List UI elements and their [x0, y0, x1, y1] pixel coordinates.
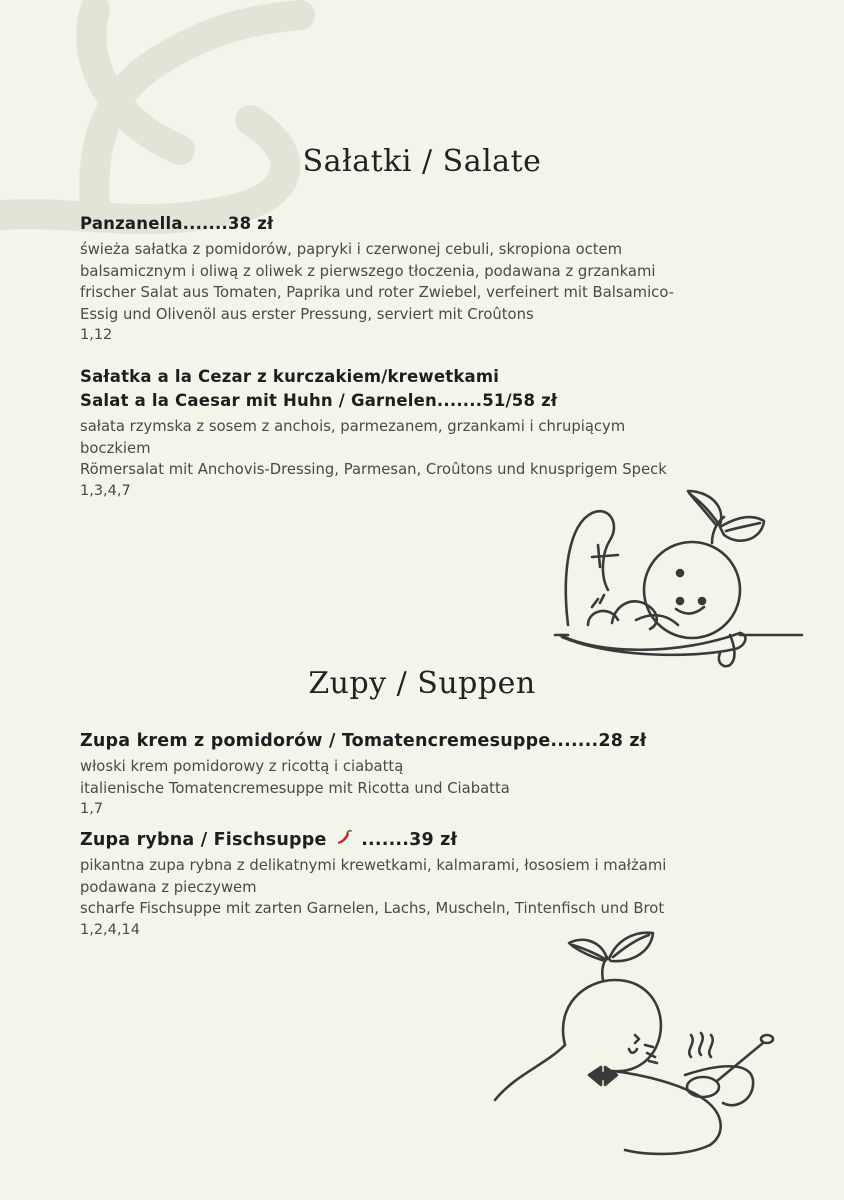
item-description	[80, 416, 770, 481]
item-name	[80, 828, 770, 852]
background-swirl-decoration	[0, 0, 330, 240]
menu-item-fish-soup	[80, 828, 770, 941]
desc-de-line: frischer Salat aus Tomaten, Paprika und roter Zwiebel, verfeinert mit Balsamico-	[80, 284, 674, 301]
desc-pl-line: świeża sałatka z pomidorów, papryki i czerwonej cebuli, skropiona octem	[80, 241, 623, 258]
item-name-pl: Sałatka a la Cezar z kurczakiem/krewetkami	[80, 367, 500, 386]
item-name-text: Zupa rybna / Fischsuppe	[80, 830, 327, 850]
menu-item-panzanella	[80, 212, 770, 346]
item-description	[80, 756, 770, 799]
desc-pl-line: balsamicznym i oliwą z oliwek z pierwszego tłoczenia, podawana z grzankami	[80, 262, 656, 280]
desc-de-line: Römersalat mit Anchovis-Dressing, Parmesan, Croûtons und knusprigem Speck	[80, 461, 667, 478]
desc-de-line: scharfe Fischsuppe mit zarten Garnelen, Lachs, Muscheln, Tintenfisch und Brot	[80, 900, 665, 917]
section-title-salads: Sałatki / Salate	[302, 144, 542, 179]
item-name: Panzanella.......38 zł	[80, 214, 274, 233]
desc-pl-line: sałata rzymska z sosem z anchois, parmezanem, grzankami i chrupiącym	[80, 418, 626, 435]
desc-pl-line: boczkiem	[80, 439, 151, 457]
desc-pl-line: pikantna zupa rybna z delikatnymi krewetkami, kalmarami, łososiem i małżami	[80, 857, 667, 874]
allergens: 1,12	[80, 327, 113, 343]
menu-item-caesar-salad	[80, 365, 770, 502]
item-description	[80, 239, 770, 325]
item-name: Zupa krem z pomidorów / Tomatencremesuppe.......28 zł	[80, 731, 647, 751]
allergens: 1,2,4,14	[80, 921, 140, 938]
item-name-de: Salat a la Caesar mit Huhn / Garnelen.......51/58 zł	[80, 391, 558, 410]
allergens: 1,7	[80, 801, 104, 817]
menu-item-tomato-soup	[80, 729, 770, 820]
desc-pl-line: włoski krem pomidorowy z ricottą i ciabattą	[80, 758, 404, 775]
item-price: .......39 zł	[361, 830, 458, 850]
desc-de-line: Essig und Olivenöl aus erster Pressung, serviert mit Croûtons	[80, 305, 534, 323]
allergens: 1,3,4,7	[80, 482, 131, 499]
section-title-soups: Zupy / Suppen	[308, 666, 536, 701]
item-description	[80, 855, 770, 920]
desc-de-line: italienische Tomatencremesuppe mit Ricotta und Ciabatta	[80, 779, 510, 797]
desc-pl-line: podawana z pieczywem	[80, 878, 257, 896]
chili-pepper-icon	[335, 829, 353, 847]
waiter-character-illustration	[485, 925, 785, 1165]
salad-character-illustration	[540, 485, 810, 670]
